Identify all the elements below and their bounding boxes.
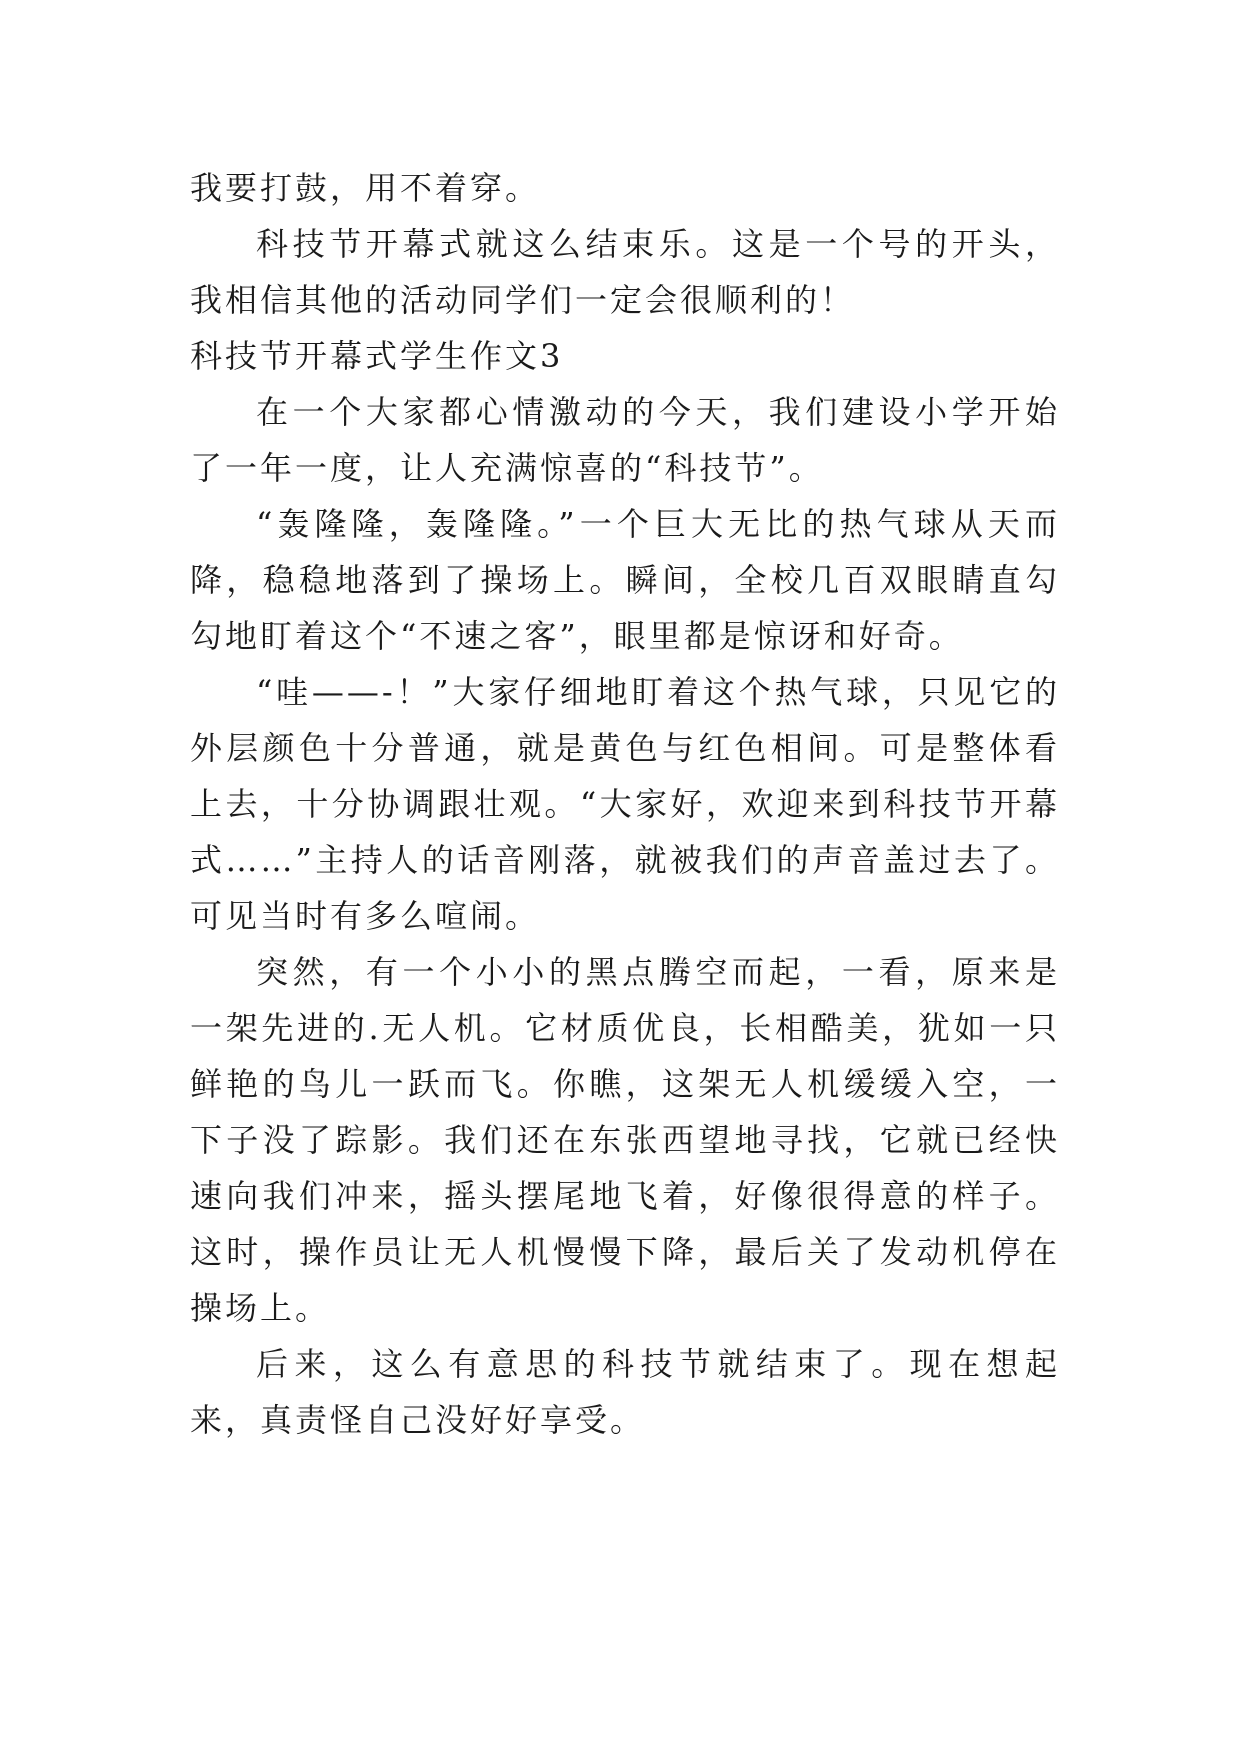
essay-title: 科技节开幕式学生作文3 [190, 337, 564, 375]
document-page [190, 160, 1060, 1448]
paragraph-balloon: “轰隆隆，轰隆隆。”一个巨大无比的热气球从天而降，稳稳地落到了操场上。瞬间，全校几百双眼睛直勾勾地盯着这个“不速之客”，眼里都是惊讶和好奇。 [190, 505, 1060, 655]
paragraph-drum: 我要打鼓，用不着穿。 [190, 169, 541, 207]
paragraph-intro: 在一个大家都心情激动的今天，我们建设小学开始了一年一度，让人充满惊喜的“科技节”。 [190, 393, 1060, 487]
paragraph-ending: 后来，这么有意思的科技节就结束了。现在想起来，真责怪自己没好好享受。 [190, 1345, 1060, 1439]
paragraph-opening-end: 科技节开幕式就这么结束乐。这是一个号的开头，我相信其他的活动同学们一定会很顺利的！ [190, 225, 1060, 319]
paragraph-drone: 突然，有一个小小的黑点腾空而起，一看，原来是一架先进的.无人机。它材质优良，长相酷美，犹如一只鲜艳的鸟儿一跃而飞。你瞧，这架无人机缓缓入空，一下子没了踪影。我们还在东张西望地寻找，它就已经快速向我们冲来，摇头摆尾地飞着，好像很得意的样子。这时，操作员让无人机慢慢下降，最后关了发动机停在操场上。 [190, 953, 1060, 1327]
paragraph-balloon-detail: “哇——-！”大家仔细地盯着这个热气球，只见它的外层颜色十分普通，就是黄色与红色相间。可是整体看上去，十分协调跟壮观。“大家好，欢迎来到科技节开幕式……”主持人的话音刚落，就被我们的声音盖过去了。可见当时有多么喧闹。 [190, 673, 1060, 935]
